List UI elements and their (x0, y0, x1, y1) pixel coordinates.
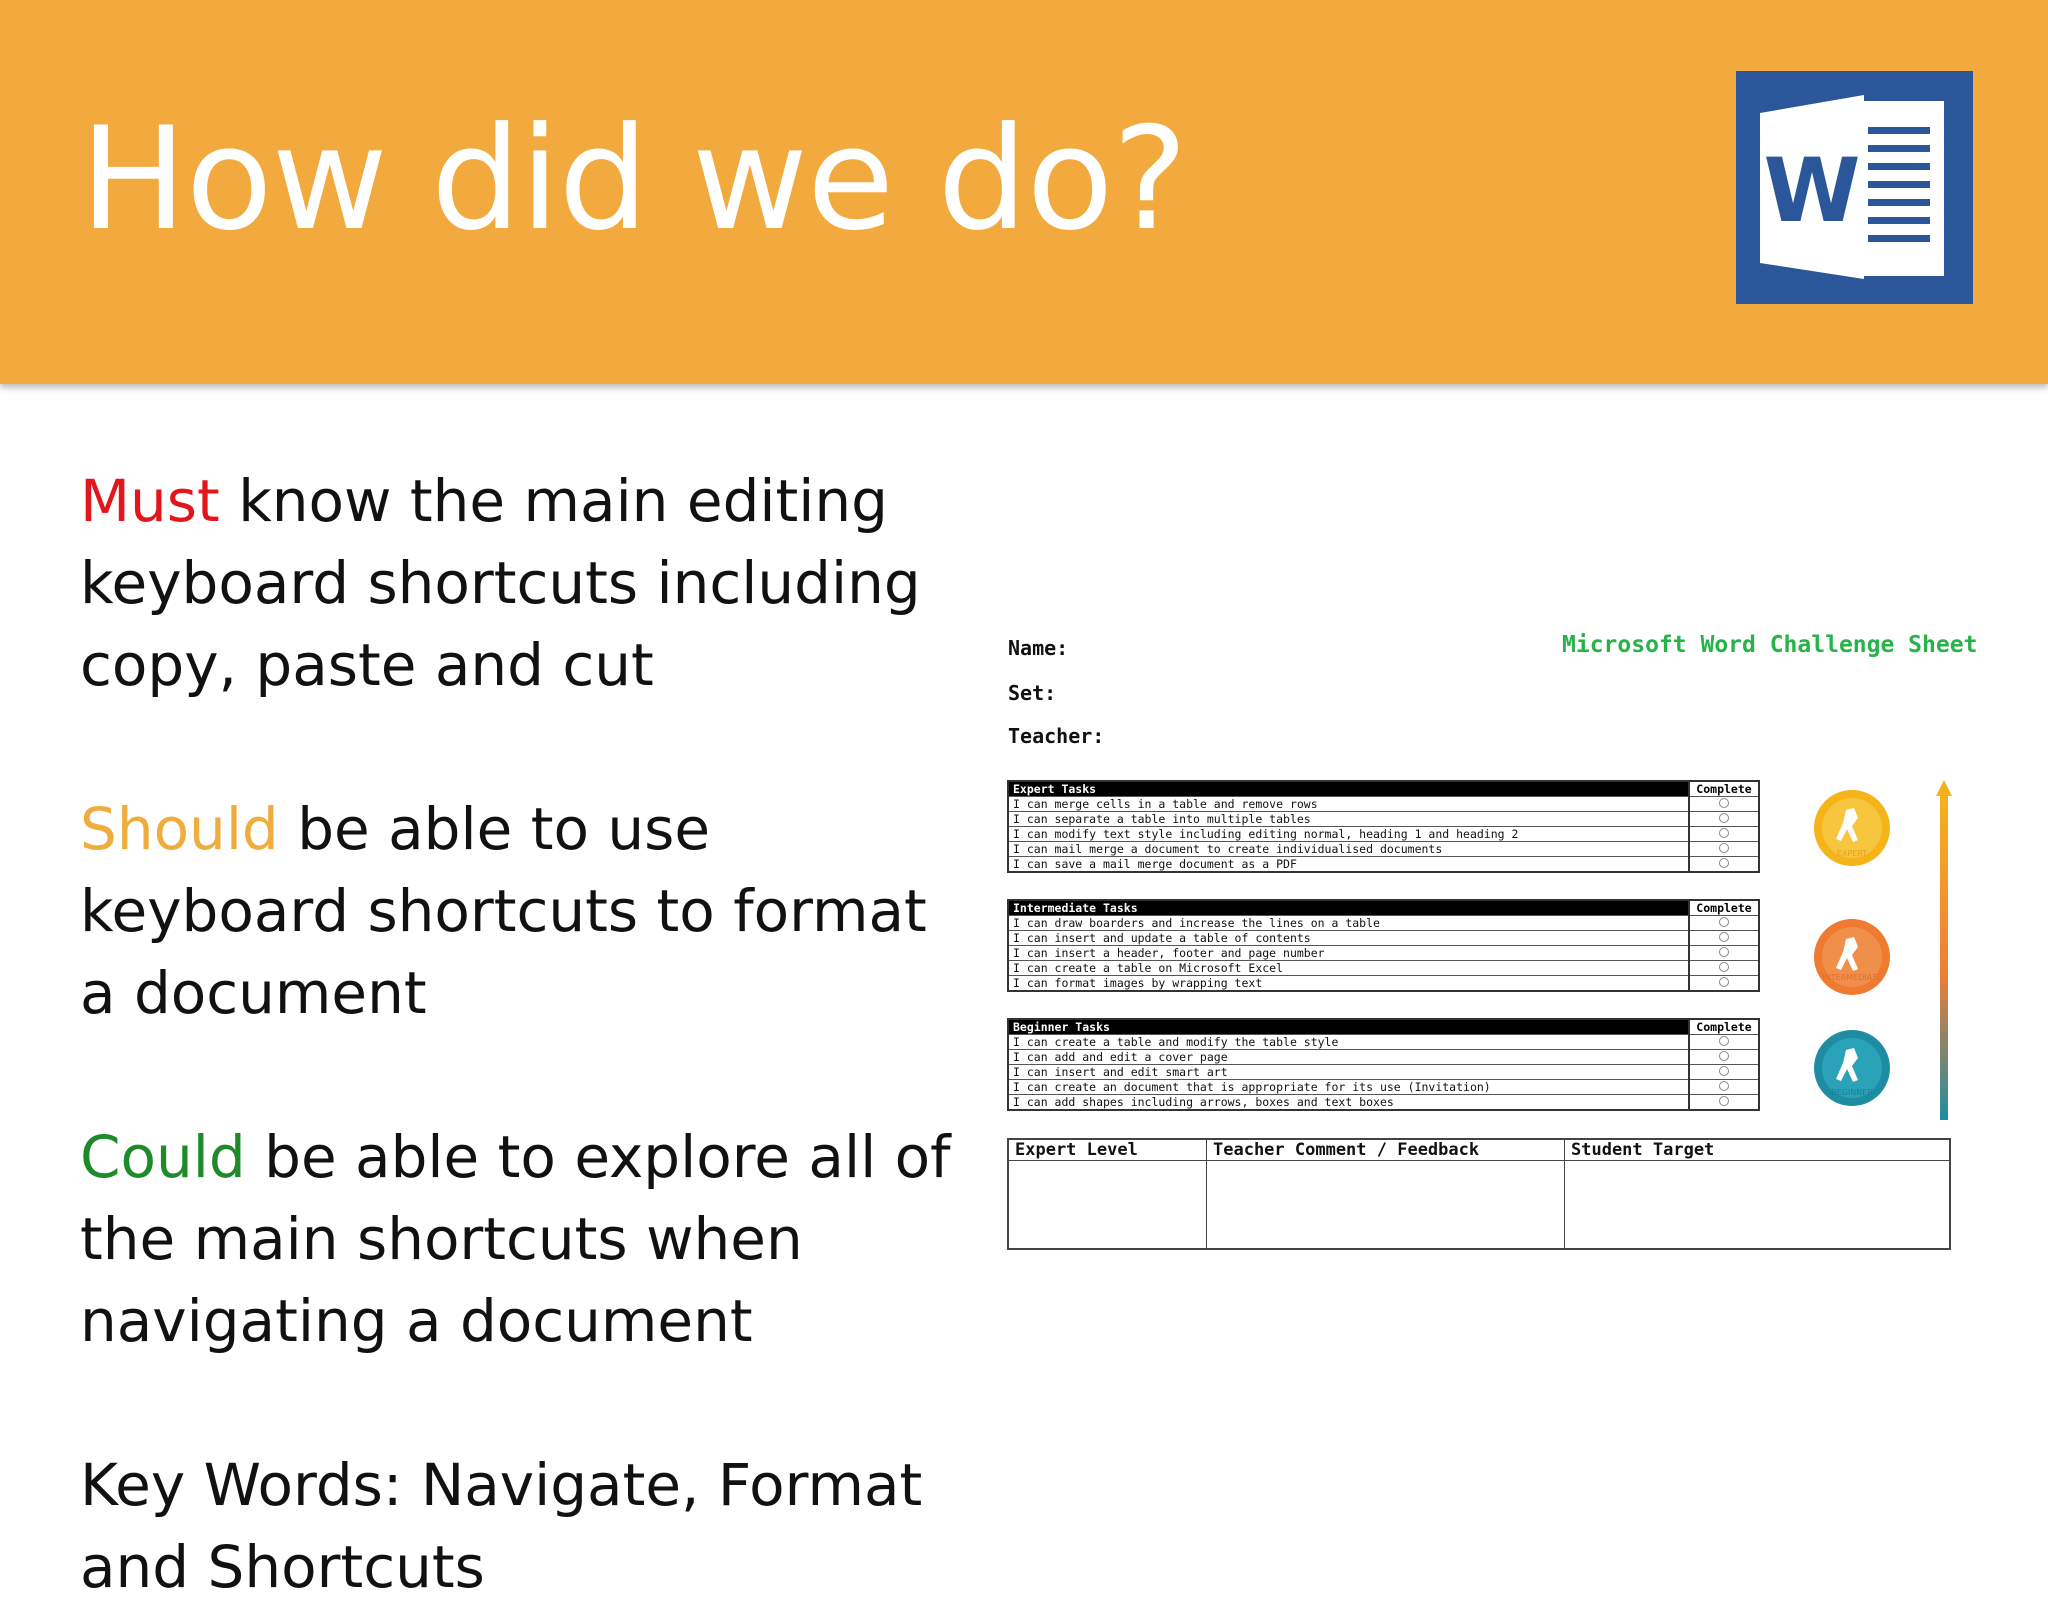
completion-checkbox[interactable] (1719, 843, 1729, 853)
completion-checkbox[interactable] (1719, 947, 1729, 957)
name-label: Name: (1008, 636, 1069, 660)
word-logo-letter: W (1763, 139, 1861, 242)
badge-label: BEGINNER (1831, 1088, 1873, 1097)
table-row (1008, 827, 1759, 842)
table-row (1008, 961, 1759, 976)
feedback-table (1007, 1138, 1951, 1250)
key-words: Key Words: Navigate, Format and Shortcuts (80, 1451, 923, 1601)
table-row (1008, 946, 1759, 961)
completion-checkbox[interactable] (1719, 798, 1729, 808)
task-text: I can insert and edit smart art (1008, 1065, 1689, 1080)
progress-arrow-icon (1936, 780, 1952, 1120)
intermediate-tasks-table (1007, 899, 1760, 992)
objective-could (80, 1116, 980, 1362)
completion-checkbox[interactable] (1719, 1051, 1729, 1061)
badge-label: EXPERT (1836, 849, 1868, 858)
table-row (1008, 931, 1759, 946)
table-row (1008, 1065, 1759, 1080)
task-text: I can add and edit a cover page (1008, 1050, 1689, 1065)
completion-checkbox[interactable] (1719, 962, 1729, 972)
completion-checkbox[interactable] (1719, 1096, 1729, 1106)
completion-checkbox[interactable] (1719, 977, 1729, 987)
table-row (1008, 797, 1759, 812)
feedback-header: Student Target (1565, 1139, 1951, 1161)
completion-checkbox[interactable] (1719, 858, 1729, 868)
complete-header: Complete (1689, 900, 1759, 916)
challenge-sheet (1000, 620, 2020, 1280)
feedback-header: Teacher Comment / Feedback (1207, 1139, 1565, 1161)
expert-tasks-table (1007, 780, 1760, 873)
table-row (1008, 1095, 1759, 1111)
task-text: I can create a table on Microsoft Excel (1008, 961, 1689, 976)
feedback-cell[interactable] (1565, 1161, 1951, 1250)
set-label: Set: (1008, 681, 1057, 705)
table-row (1008, 1035, 1759, 1050)
completion-checkbox[interactable] (1719, 828, 1729, 838)
teacher-label: Teacher: (1008, 724, 1105, 748)
task-text: I can add shapes including arrows, boxes and text boxes (1008, 1095, 1689, 1111)
table-row (1008, 857, 1759, 873)
objective-text: be able to explore all of the main shortcuts when navigating a document (80, 1123, 951, 1355)
objective-keyword: Must (80, 467, 220, 535)
task-text: I can insert and update a table of contents (1008, 931, 1689, 946)
objective-keyword: Should (80, 795, 279, 863)
table-row (1008, 812, 1759, 827)
table-row (1008, 976, 1759, 992)
title-band (0, 0, 2048, 384)
intermediate-badge-icon (1812, 917, 1892, 997)
task-text: I can modify text style including editing normal, heading 1 and heading 2 (1008, 827, 1689, 842)
sheet-title: Microsoft Word Challenge Sheet (1562, 632, 1978, 658)
task-text: I can draw boarders and increase the lines on a table (1008, 916, 1689, 931)
feedback-header: Expert Level (1008, 1139, 1207, 1161)
feedback-cell[interactable] (1207, 1161, 1565, 1250)
section-heading: Beginner Tasks (1008, 1019, 1689, 1035)
learning-objectives (80, 460, 980, 1608)
completion-checkbox[interactable] (1719, 813, 1729, 823)
task-text: I can separate a table into multiple tables (1008, 812, 1689, 827)
table-row (1008, 1080, 1759, 1095)
completion-checkbox[interactable] (1719, 1066, 1729, 1076)
table-row (1008, 1050, 1759, 1065)
task-text: I can merge cells in a table and remove rows (1008, 797, 1689, 812)
completion-checkbox[interactable] (1719, 932, 1729, 942)
task-text: I can mail merge a document to create individualised documents (1008, 842, 1689, 857)
task-text: I can create an document that is appropriate for its use (Invitation) (1008, 1080, 1689, 1095)
objective-must (80, 460, 980, 706)
task-text: I can format images by wrapping text (1008, 976, 1689, 992)
section-heading: Intermediate Tasks (1008, 900, 1689, 916)
completion-checkbox[interactable] (1719, 917, 1729, 927)
badge-label: INTERMEDIATE (1822, 973, 1882, 982)
microsoft-word-icon (1736, 71, 1973, 304)
task-text: I can create a table and modify the table style (1008, 1035, 1689, 1050)
objective-text: be able to use keyboard shortcuts to format a document (80, 795, 927, 1027)
section-heading: Expert Tasks (1008, 781, 1689, 797)
completion-checkbox[interactable] (1719, 1081, 1729, 1091)
objective-should (80, 788, 980, 1034)
task-text: I can insert a header, footer and page number (1008, 946, 1689, 961)
complete-header: Complete (1689, 1019, 1759, 1035)
complete-header: Complete (1689, 781, 1759, 797)
completion-checkbox[interactable] (1719, 1036, 1729, 1046)
feedback-cell[interactable] (1008, 1161, 1207, 1250)
table-row (1008, 842, 1759, 857)
beginner-tasks-table (1007, 1018, 1760, 1111)
objective-text: know the main editing keyboard shortcuts including copy, paste and cut (80, 467, 921, 699)
task-text: I can save a mail merge document as a PDF (1008, 857, 1689, 873)
slide-title: How did we do? (80, 97, 1187, 262)
table-row (1008, 916, 1759, 931)
objective-keyword: Could (80, 1123, 246, 1191)
